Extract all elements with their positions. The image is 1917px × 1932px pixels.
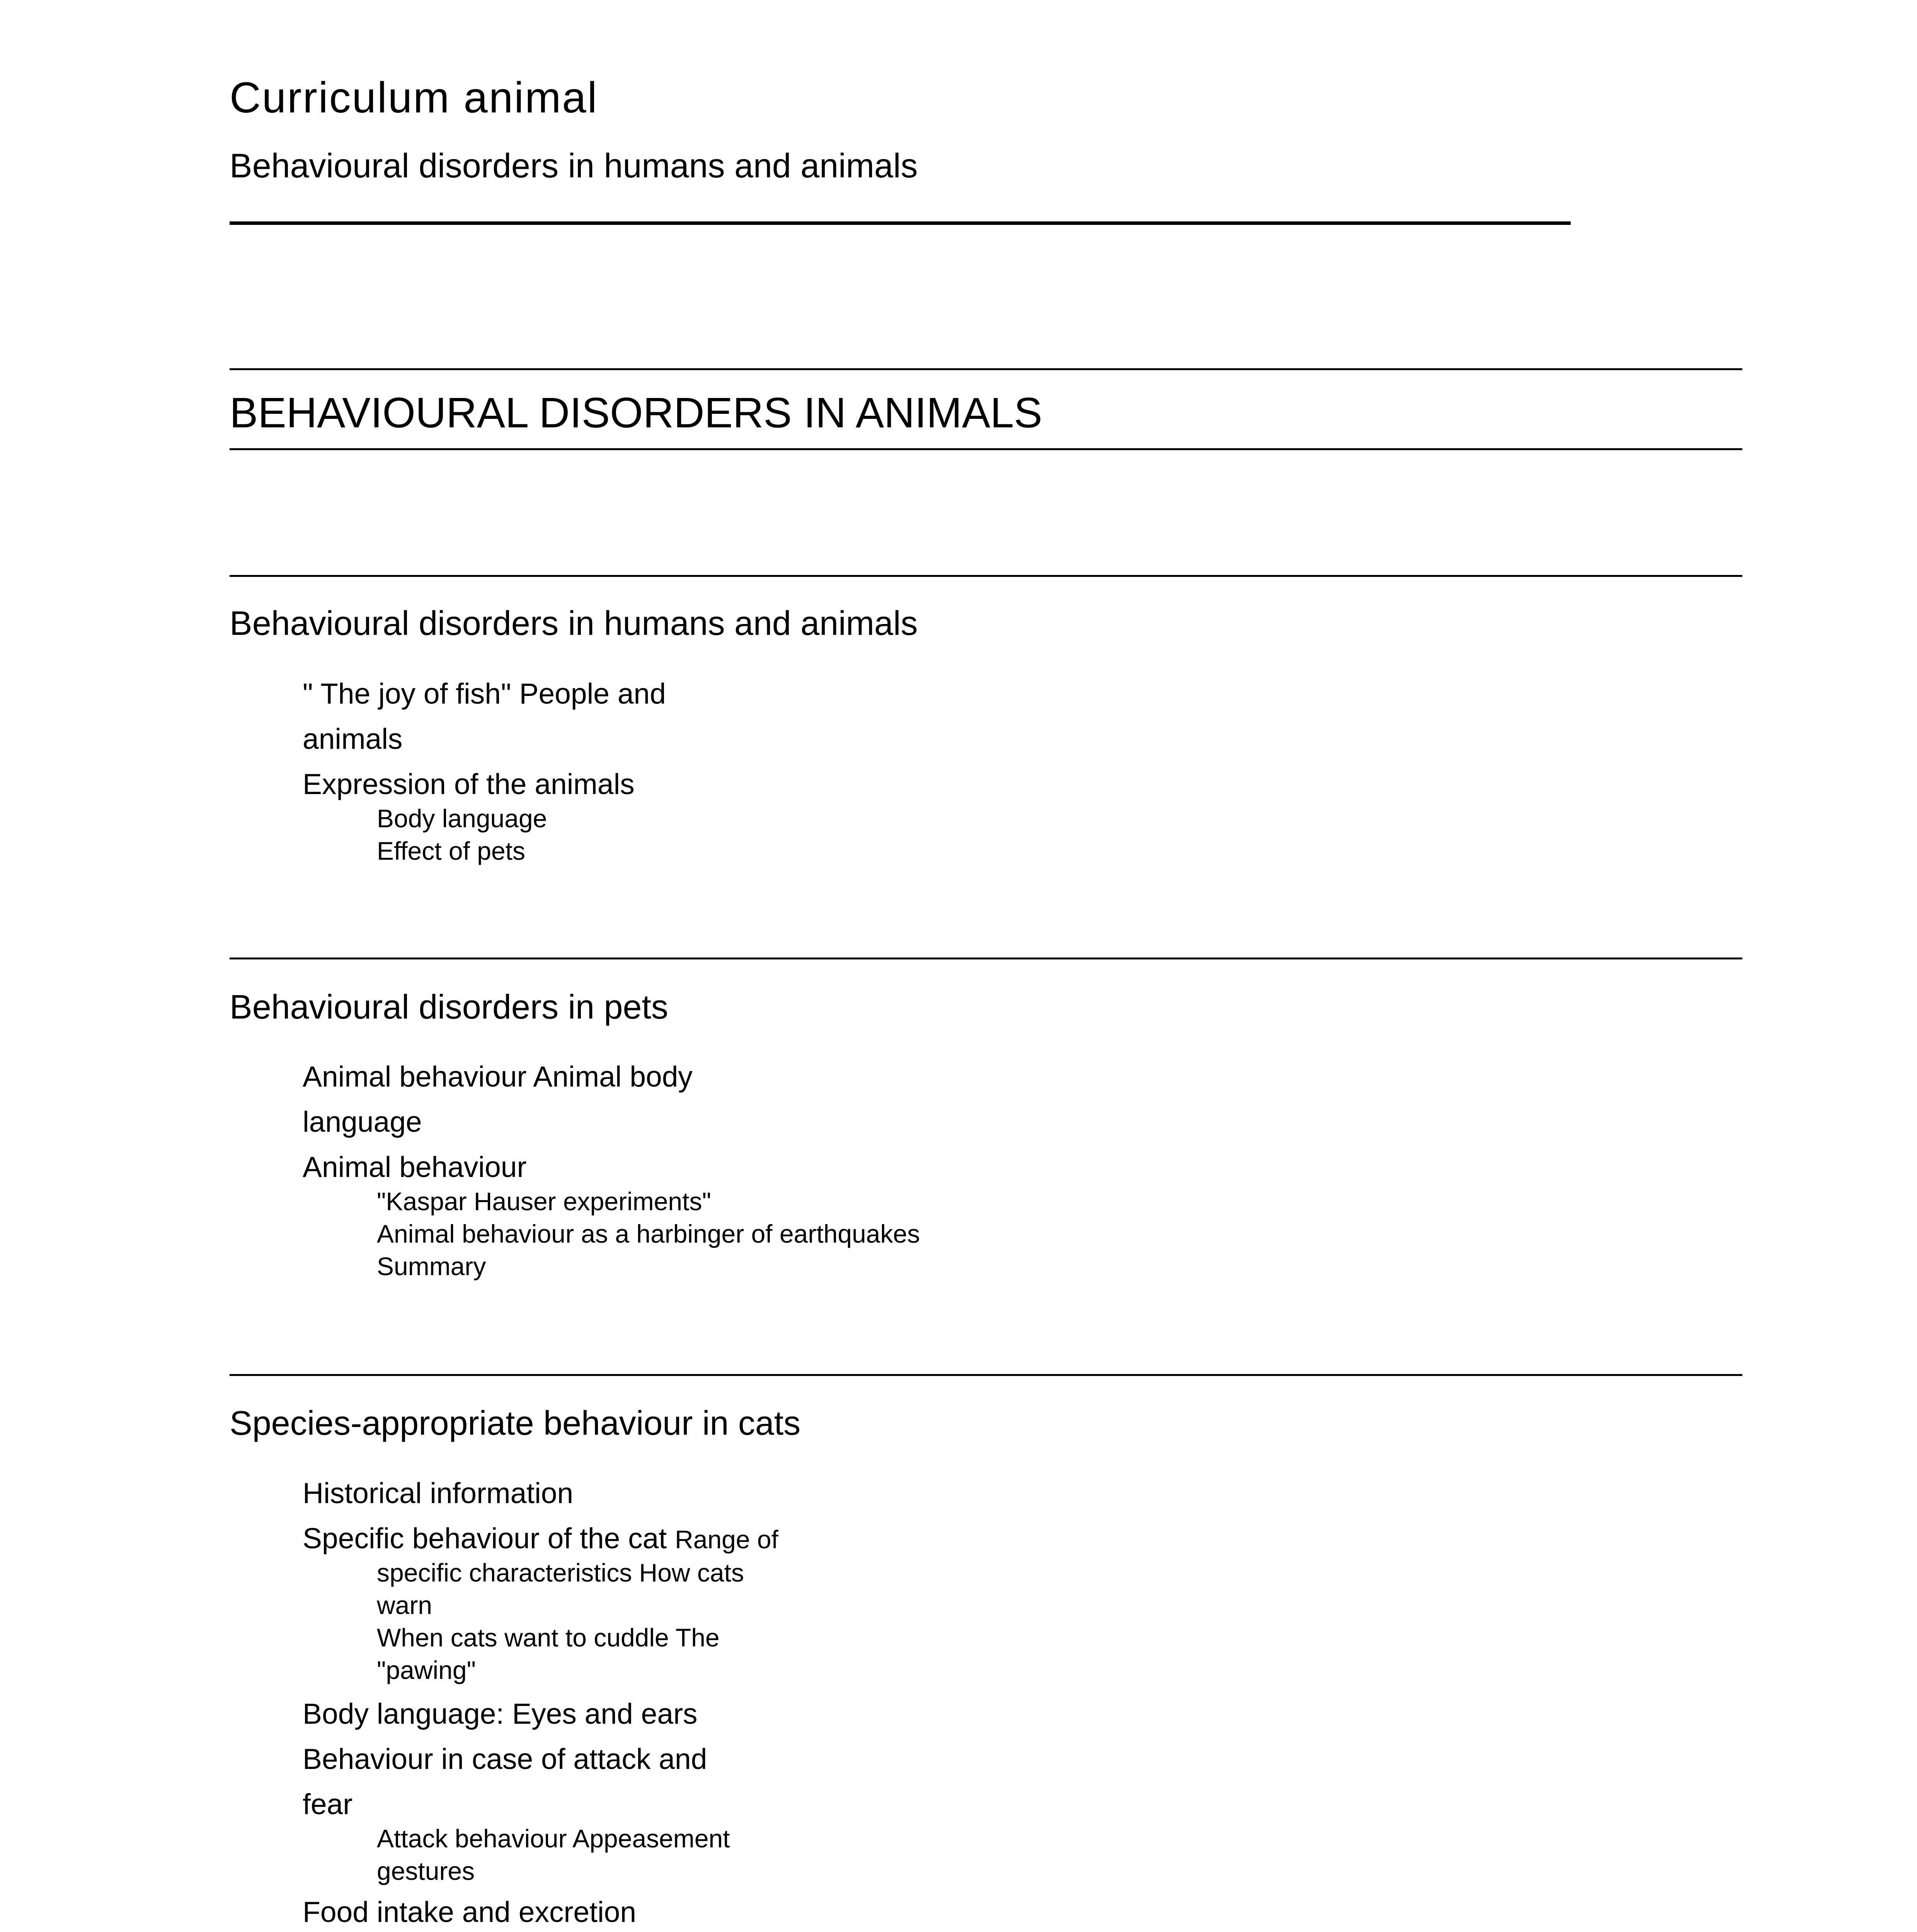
topic-item: animals xyxy=(303,723,403,755)
subtopic-item: gestures xyxy=(377,1857,475,1885)
subtopic-item: "Kaspar Hauser experiments" xyxy=(377,1187,711,1216)
subtopic-item: "pawing" xyxy=(377,1656,476,1684)
topic-item: fear xyxy=(303,1788,353,1820)
topic-item: Body language: Eyes and ears xyxy=(303,1697,698,1730)
subtopic-item: warn xyxy=(377,1591,432,1619)
document-subtitle: Behavioural disorders in humans and animals xyxy=(230,146,918,185)
section-title: Behavioural disorders in humans and animals xyxy=(230,604,918,642)
topic-item: Behaviour in case of attack and xyxy=(303,1743,707,1775)
topic-item-text: Specific behaviour of the cat xyxy=(303,1522,667,1554)
subtopic-item: specific characteristics How cats xyxy=(377,1558,744,1587)
main-heading: BEHAVIOURAL DISORDERS IN ANIMALS xyxy=(230,389,1042,437)
topic-item xyxy=(303,1522,778,1555)
subtopic-item: When cats want to cuddle The xyxy=(377,1623,720,1652)
subtopic-item: Summary xyxy=(377,1252,486,1281)
subtopic-item: Body language xyxy=(377,804,547,833)
main-heading-rule-top xyxy=(230,368,1742,370)
topic-item: Animal behaviour Animal body xyxy=(303,1060,693,1093)
section-title: Behavioural disorders in pets xyxy=(230,988,668,1026)
subtopic-item: Attack behaviour Appeasement xyxy=(377,1824,730,1853)
topic-item: language xyxy=(303,1105,422,1138)
topic-item-continuation: Range of xyxy=(675,1525,778,1554)
topic-item: Historical information xyxy=(303,1477,574,1509)
topic-item: " The joy of fish" People and xyxy=(303,677,666,710)
subtopic-item: Animal behaviour as a harbinger of earthquakes xyxy=(377,1219,920,1248)
main-heading-rule-bottom xyxy=(230,448,1742,450)
section-divider xyxy=(230,957,1742,959)
document-title: Curriculum animal xyxy=(230,73,598,122)
subtopic-item: Effect of pets xyxy=(377,837,526,865)
topic-item: Food intake and excretion xyxy=(303,1896,637,1928)
section-divider xyxy=(230,1374,1742,1376)
header-divider xyxy=(230,221,1571,225)
topic-item: Animal behaviour xyxy=(303,1151,527,1183)
section-title: Species-appropriate behaviour in cats xyxy=(230,1404,801,1442)
section-divider xyxy=(230,575,1742,577)
topic-item: Expression of the animals xyxy=(303,768,635,800)
